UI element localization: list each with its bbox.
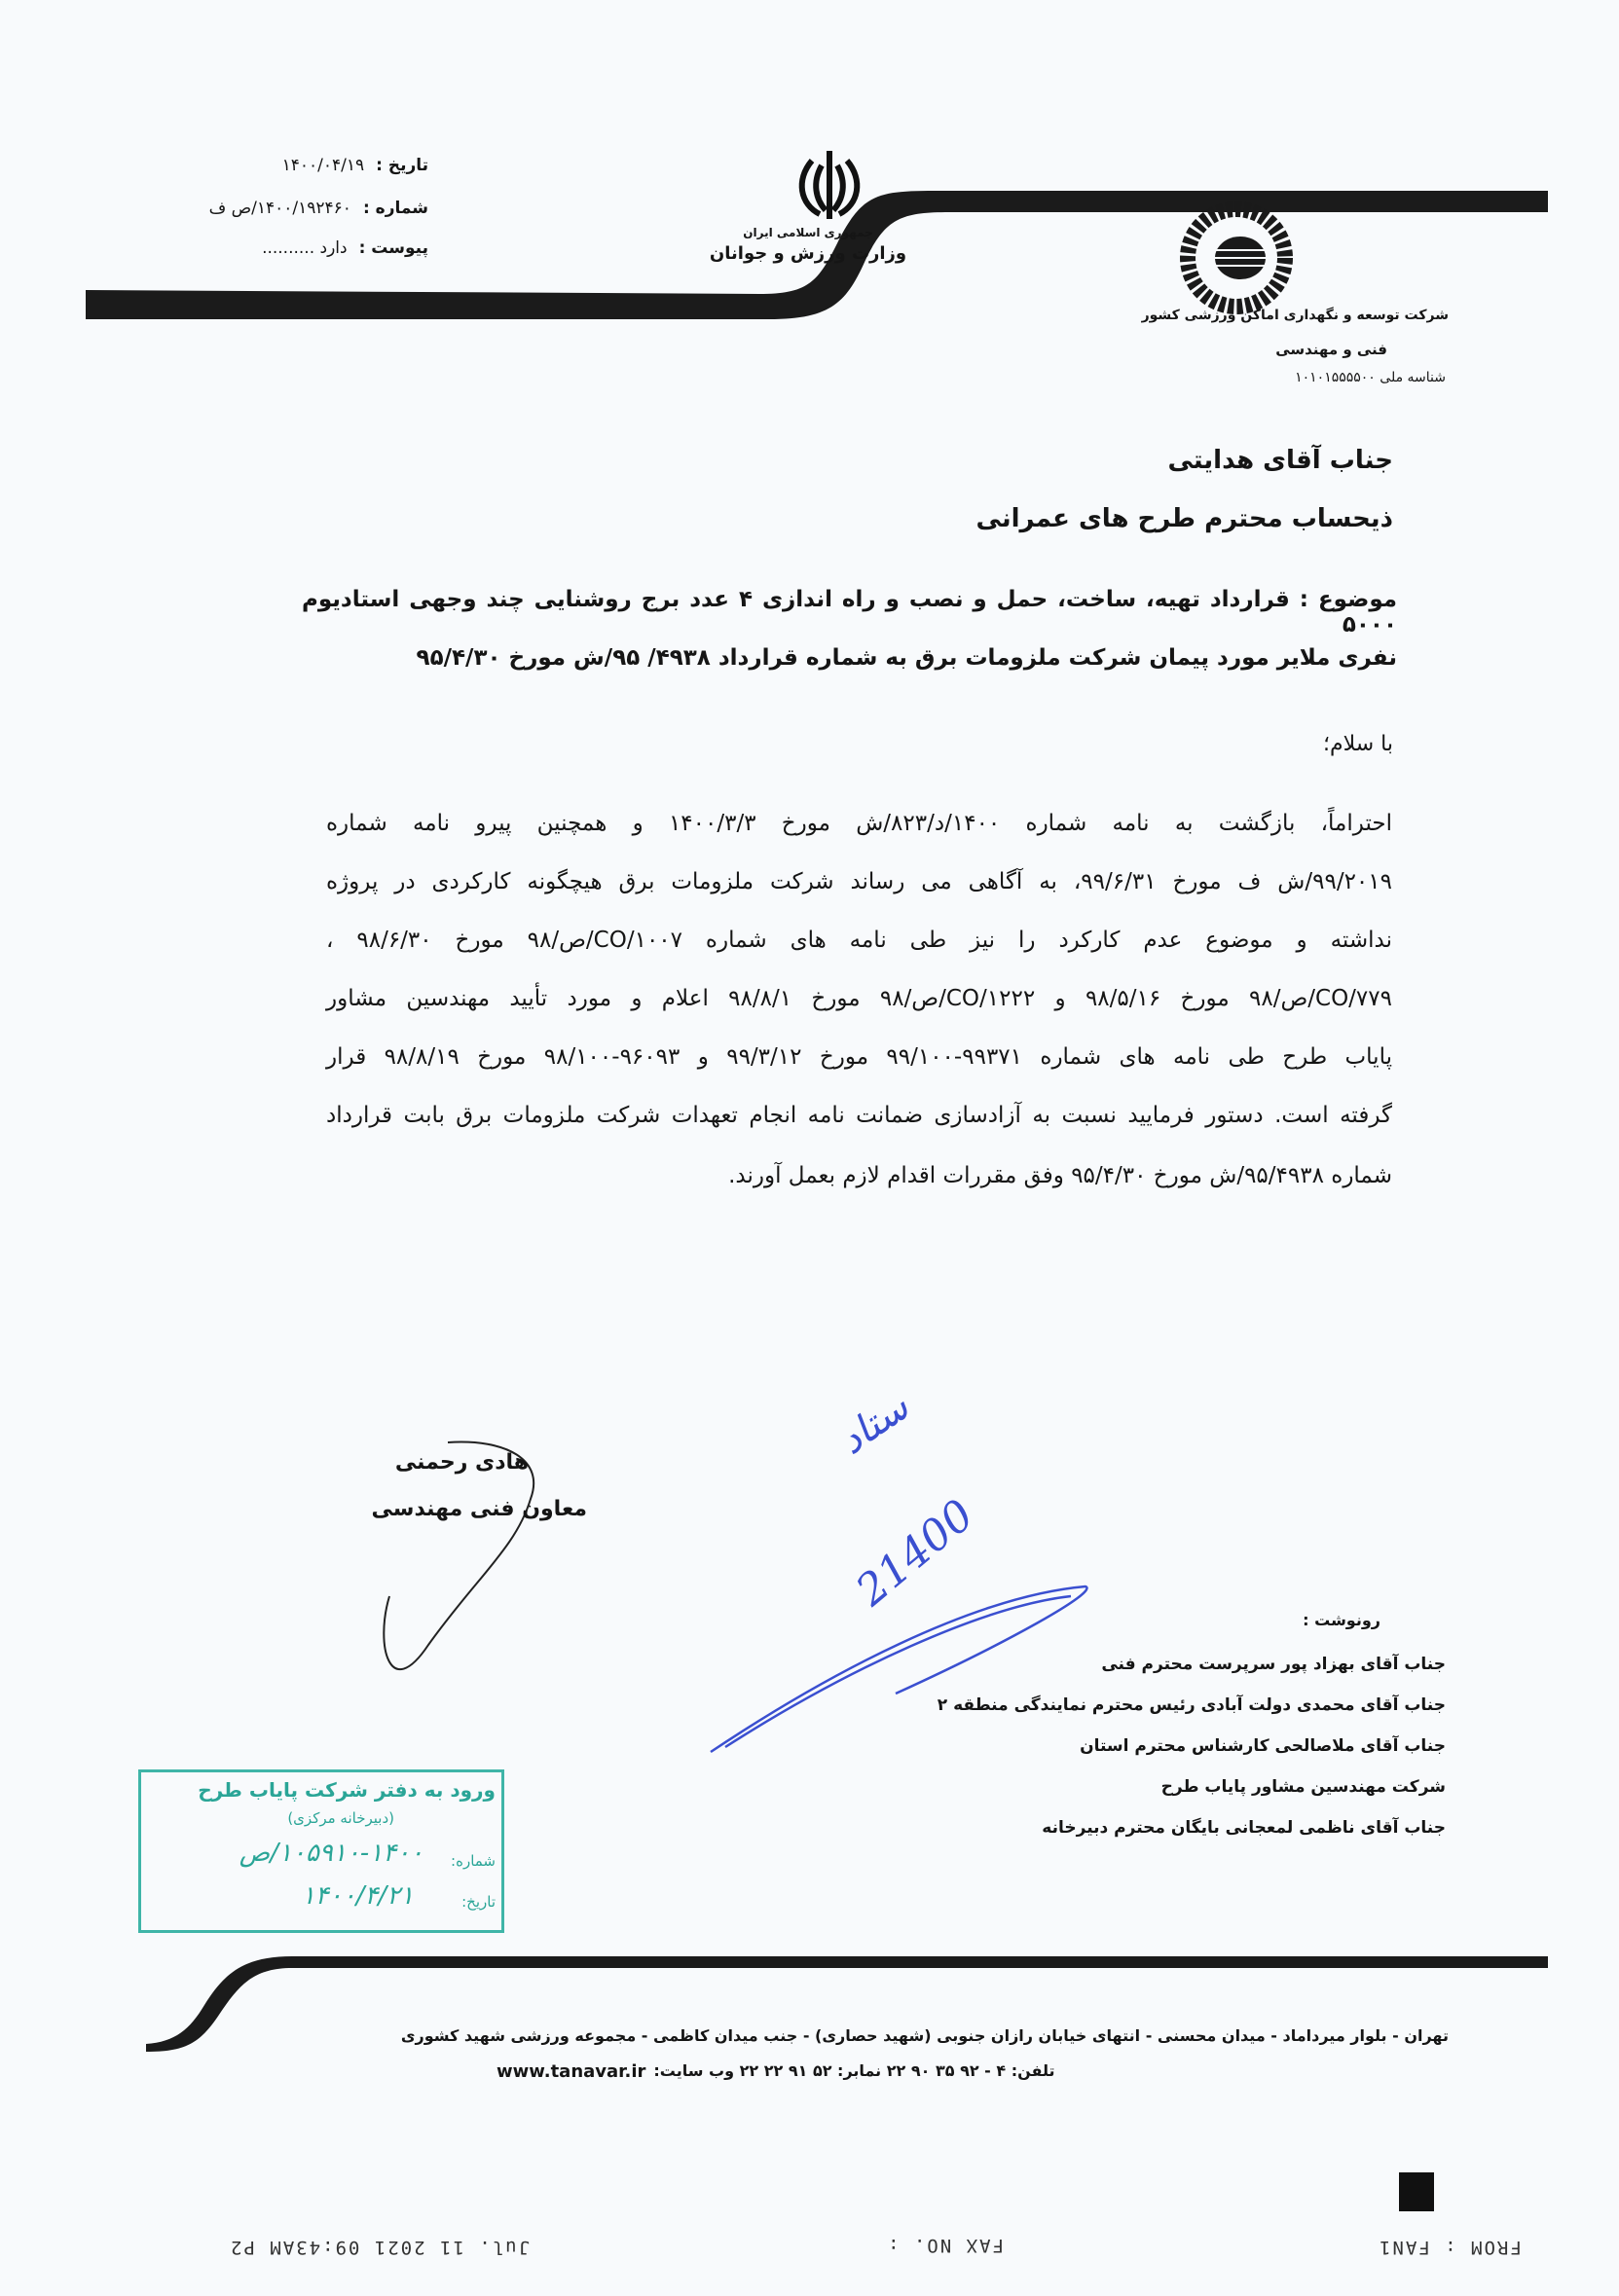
emblem-line1: جمهوری اسلامی ایران <box>743 226 873 239</box>
body-line: CO/۷۷۹/ص/۹۸ مورخ ۹۸/۵/۱۶ و CO/۱۲۲۲/ص/۹۸ مورخ ۹۸/۸/۱ اعلام و مورد تأیید مهندسین مشاور <box>326 986 1392 1011</box>
body-line: شماره ۹۵/۴۹۳۸/ش مورخ ۹۵/۴/۳۰ وفق مقررات اقدام لازم بعمل آورند. <box>728 1163 1392 1188</box>
cc-item: جناب آقای بهزاد پور سرپرست محترم فنی <box>1101 1655 1446 1674</box>
number-label: شماره : <box>362 199 428 218</box>
cc-title: رونوشت : <box>1303 1611 1380 1629</box>
stamp-date-value: ۱۴۰۰/۴/۲۱ <box>301 1881 414 1911</box>
addressee-title: ذیحساب محترم طرح های عمرانی <box>975 504 1393 533</box>
stamp-subtitle: (دبیرخانه مرکزی) <box>287 1809 394 1827</box>
fax-number: FAX NO. : <box>886 2235 1004 2256</box>
greeting: با سلام؛ <box>1323 732 1393 756</box>
company-name: شرکت توسعه و نگهداری اماکن ورزشی کشور <box>1141 308 1449 323</box>
body-line: احتراماً، بازگشت به نامه شماره ۱۴۰۰/د/۸۲۳/ش مورخ ۱۴۰۰/۳/۳ و همچنین پیرو نامه شماره <box>326 811 1392 836</box>
signature-scribble <box>384 1442 534 1670</box>
attachment-value: دارد .......... <box>262 238 348 258</box>
fax-from: FROM : FAN1 <box>1378 2237 1522 2258</box>
attachment-field <box>146 238 428 258</box>
fax-timestamp: Jul. 11 2021 09:43AM P2 <box>229 2237 531 2258</box>
date-value: ۱۴۰۰/۰۴/۱۹ <box>281 156 365 175</box>
footer-contact <box>497 2061 1055 2082</box>
stamp-number-label: شماره: <box>451 1852 496 1870</box>
handwritten-note-number: 21400 <box>846 1489 984 1617</box>
body-line: نداشته و موضوع عدم کارکرد را نیز طی نامه های شماره CO/۱۰۰۷/ص/۹۸ مورخ ۹۸/۶/۳۰ ، <box>326 928 1392 953</box>
cc-item: جناب آقای ملاصالحی کارشناس محترم استان <box>1080 1736 1446 1756</box>
date-field <box>146 156 428 175</box>
footer-website[interactable]: www.tanavar.ir <box>497 2061 646 2082</box>
cc-item: شرکت مهندسین مشاور پایاب طرح <box>1160 1777 1446 1797</box>
signatory-title: معاون فنی مهندسی <box>371 1497 587 1521</box>
number-field <box>146 199 428 218</box>
iran-emblem-icon <box>791 146 868 224</box>
body-line: گرفته است. دستور فرمایید نسبت به آزادسازی ضمانت نامه انجام تعهدات شرکت ملزومات برق بابت قرارداد <box>326 1103 1392 1128</box>
signatory-name: هادی رحمنی <box>394 1450 529 1475</box>
handwritten-note-text: ستاد <box>830 1384 917 1464</box>
ministry-name: وزارت ورزش و جوانان <box>709 243 907 264</box>
stamp-title: ورود به دفتر شرکت پایاب طرح <box>198 1778 496 1802</box>
stamp-number-value: ۱۰۵۹۱۰-۱۴۰۰/ص <box>239 1839 423 1868</box>
attachment-label: پیوست : <box>358 238 428 258</box>
stamp-date-label: تاریخ: <box>461 1893 496 1911</box>
fax-black-mark <box>1399 2172 1434 2211</box>
company-dept: فنی و مهندسی <box>1275 341 1387 358</box>
number-value: ۱۴۰۰/۱۹۲۴۶۰/ص ف <box>208 199 351 218</box>
cc-item: جناب آقای ناظمی لمعجانی بایگان محترم دبیرخانه <box>1042 1818 1446 1838</box>
received-stamp <box>138 1769 504 1933</box>
cc-item: جناب آقای محمدی دولت آبادی رئیس محترم نمایندگی منطقه ۲ <box>937 1695 1446 1715</box>
date-label: تاریخ : <box>376 156 428 175</box>
addressee-name: جناب آقای هدایتی <box>1167 446 1393 475</box>
body-line: پایاب طرح طی نامه های شماره ۹۹۳۷۱-۹۹/۱۰۰ مورخ ۹۹/۳/۱۲ و ۹۶۰۹۳-۹۸/۱۰۰ مورخ ۹۸/۸/۱۹ قرار <box>326 1044 1392 1070</box>
subject-line-1: موضوع : قرارداد تهیه، ساخت، حمل و نصب و راه اندازی ۴ عدد برج روشنایی چند وجهی استادیوم ۵۰۰۰ <box>302 587 1397 638</box>
company-national-id: شناسه ملی ۱۰۱۰۱۵۵۵۵۰۰ <box>1295 370 1446 385</box>
footer-address: تهران - بلوار میرداماد - میدان محسنی - انتهای خیابان رازان جنوبی (شهید حصاری) - جنب میدان کاظمی - مجموعه ورزشی شهید کشوری <box>400 2026 1449 2045</box>
handwritten-stroke <box>711 1586 1086 1752</box>
footer-phone: تلفن: ۴ - ۹۲ ۳۵ ۹۰ ۲۲ نمابر: ۵۲ ۹۱ ۲۲ ۲۲ وب سایت: <box>653 2061 1055 2080</box>
company-logo-icon <box>1178 200 1295 316</box>
subject-line-2: نفری ملایر مورد پیمان شرکت ملزومات برق به شماره قرارداد ۴۹۳۸/ ۹۵/ش مورخ ۹۵/۴/۳۰ <box>416 645 1397 671</box>
body-line: ۹۹/۲۰۱۹/ش ف مورخ ۹۹/۶/۳۱، به آگاهی می رساند شرکت ملزومات برق هیچگونه کارکردی در پروژه <box>326 869 1392 894</box>
